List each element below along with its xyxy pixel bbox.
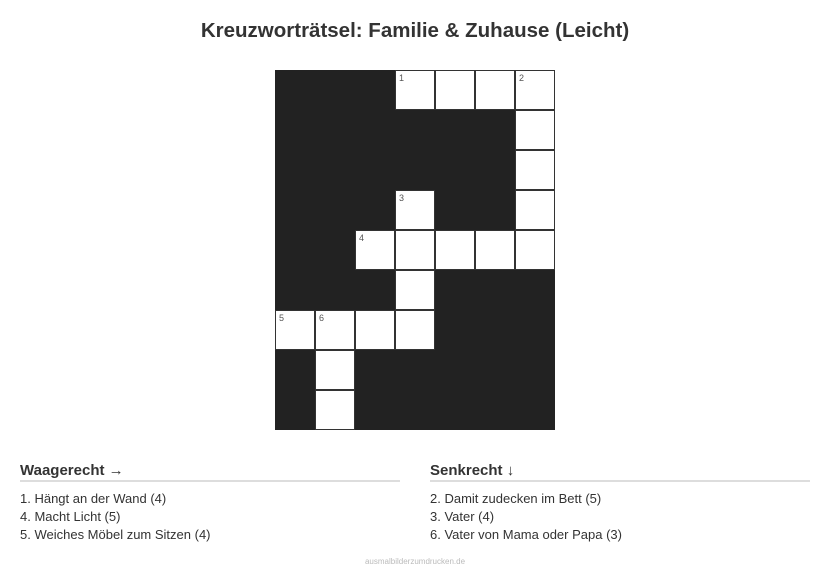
answer-cell[interactable]: [435, 230, 475, 270]
blocked-cell: [315, 270, 355, 310]
answer-cell[interactable]: [515, 190, 555, 230]
blocked-cell: [275, 110, 315, 150]
blocked-cell: [315, 150, 355, 190]
blocked-cell: [315, 190, 355, 230]
blocked-cell: [275, 230, 315, 270]
down-clue: 3. Vater (4): [430, 509, 495, 524]
blocked-cell: [435, 390, 475, 430]
across-clue: 4. Macht Licht (5): [20, 509, 121, 524]
down-heading: Senkrecht ↓: [430, 462, 810, 482]
blocked-cell: [475, 150, 515, 190]
blocked-cell: [515, 270, 555, 310]
answer-cell[interactable]: [315, 310, 355, 350]
blocked-cell: [475, 310, 515, 350]
blocked-cell: [435, 110, 475, 150]
blocked-cell: [315, 110, 355, 150]
answer-cell[interactable]: [395, 270, 435, 310]
blocked-cell: [275, 190, 315, 230]
answer-cell[interactable]: [515, 150, 555, 190]
down-clues-section: [430, 462, 810, 544]
across-heading: Waagerecht →: [20, 462, 400, 482]
across-clues-section: [20, 462, 400, 544]
blocked-cell: [275, 350, 315, 390]
answer-cell[interactable]: [515, 230, 555, 270]
answer-cell[interactable]: [395, 70, 435, 110]
blocked-cell: [395, 390, 435, 430]
across-clue: 1. Hängt an der Wand (4): [20, 491, 167, 506]
blocked-cell: [515, 390, 555, 430]
blocked-cell: [475, 270, 515, 310]
blocked-cell: [435, 310, 475, 350]
blocked-cell: [355, 270, 395, 310]
clue-number: 6: [319, 313, 325, 323]
blocked-cell: [275, 390, 315, 430]
blocked-cell: [275, 270, 315, 310]
answer-cell[interactable]: [395, 190, 435, 230]
blocked-cell: [355, 350, 395, 390]
blocked-cell: [315, 70, 355, 110]
blocked-cell: [395, 350, 435, 390]
answer-cell[interactable]: [275, 310, 315, 350]
blocked-cell: [355, 150, 395, 190]
blocked-cell: [395, 110, 435, 150]
answer-cell[interactable]: [315, 350, 355, 390]
blocked-cell: [315, 230, 355, 270]
blocked-cell: [355, 390, 395, 430]
down-clue: 2. Damit zudecken im Bett (5): [430, 491, 602, 506]
across-clue: 5. Weiches Möbel zum Sitzen (4): [20, 527, 211, 542]
down-clue-list: [430, 490, 810, 544]
blocked-cell: [275, 70, 315, 110]
clue-number: 4: [359, 233, 365, 243]
blocked-cell: [355, 70, 395, 110]
blocked-cell: [435, 190, 475, 230]
clue-number: 3: [399, 193, 405, 203]
clue-number: 1: [399, 73, 405, 83]
blocked-cell: [435, 350, 475, 390]
answer-cell[interactable]: [355, 310, 395, 350]
answer-cell[interactable]: [515, 110, 555, 150]
answer-cell[interactable]: [475, 70, 515, 110]
answer-cell[interactable]: [315, 390, 355, 430]
blocked-cell: [475, 350, 515, 390]
answer-cell[interactable]: [435, 70, 475, 110]
answer-cell[interactable]: [395, 310, 435, 350]
answer-cell[interactable]: [355, 230, 395, 270]
blocked-cell: [475, 110, 515, 150]
puzzle-title: Kreuzworträtsel: Familie & Zuhause (Leicht): [200, 19, 630, 42]
blocked-cell: [515, 310, 555, 350]
crossword-grid: [275, 70, 555, 430]
blocked-cell: [355, 190, 395, 230]
blocked-cell: [515, 350, 555, 390]
clue-number: 5: [279, 313, 285, 323]
clue-number: 2: [519, 73, 525, 83]
down-clue: 6. Vater von Mama oder Papa (3): [430, 527, 622, 542]
footer-watermark: ausmalbilderzumdrucken.de: [364, 557, 466, 566]
answer-cell[interactable]: [475, 230, 515, 270]
blocked-cell: [435, 150, 475, 190]
blocked-cell: [275, 150, 315, 190]
across-clue-list: [20, 490, 400, 544]
blocked-cell: [395, 150, 435, 190]
blocked-cell: [475, 190, 515, 230]
blocked-cell: [475, 390, 515, 430]
answer-cell[interactable]: [515, 70, 555, 110]
blocked-cell: [435, 270, 475, 310]
answer-cell[interactable]: [395, 230, 435, 270]
blocked-cell: [355, 110, 395, 150]
